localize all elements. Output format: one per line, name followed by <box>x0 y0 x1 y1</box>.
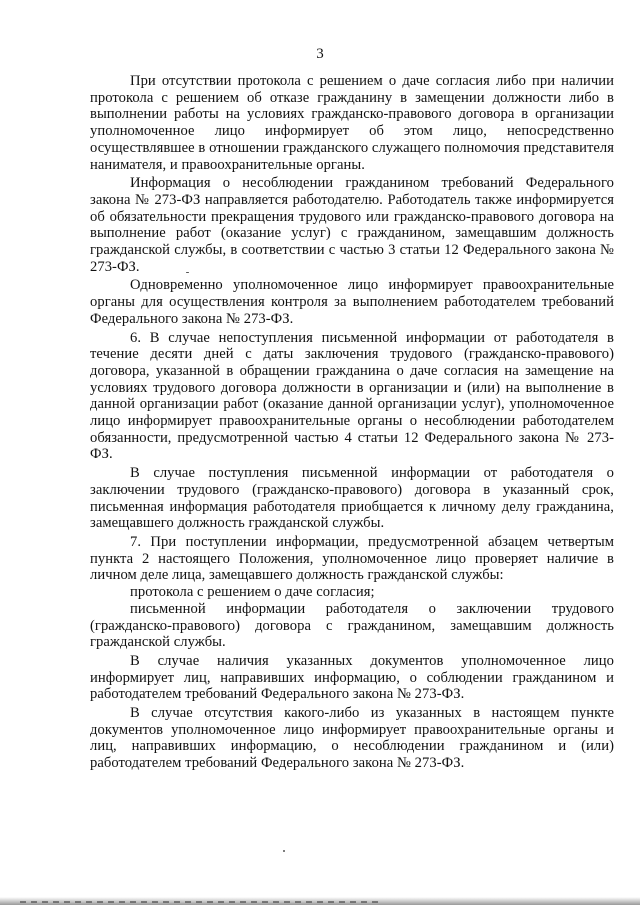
paragraph: В случае поступления письменной информации от работодателя о заключении трудового (гражданско-правового) договора в указанный срок, письменная информация работодателя приобщается к личному делу гражданина, замещавшего должность гражданской службы. <box>90 465 614 532</box>
paragraph: 7. При поступлении информации, предусмотренной абзацем четвертым пункта 2 настоящего Положения, уполномоченное лицо проверяет наличие в личном деле лица, замещавшего должность гражданской службы: <box>90 533 614 584</box>
paragraph: Информация о несоблюдении гражданином требований Федерального закона № 273-ФЗ направляется работодателю. Работодатель также информируется об обязательности прекращения трудового или гражданско-правового договора на выполнение работ (оказание услуг) с гражданином, замещавшим должность гражданской службы, в соответствии с частью 3 статьи 12 Федерального закона № 273-ФЗ. <box>90 175 614 275</box>
scan-speck <box>283 850 285 852</box>
scan-speck <box>186 272 189 273</box>
document-body <box>90 73 614 772</box>
paragraph: В случае наличия указанных документов уполномоченное лицо информирует лиц, направивших информацию, о соблюдении гражданином и работодателем требований Федерального закона № 273-ФЗ. <box>90 652 614 703</box>
paragraph: Одновременно уполномоченное лицо информирует правоохранительные органы для осуществления контроля за выполнением работодателем требований Федерального закона № 273-ФЗ. <box>90 277 614 327</box>
list-item: письменной информации работодателя о заключении трудового (гражданско-правового) договора с гражданином, замещавшим должность гражданской службы. <box>90 600 614 651</box>
paragraph: При отсутствии протокола с решением о даче согласия либо при наличии протокола с решением об отказе гражданину в замещении должности либо в выполнении работы на условиях гражданско-правового договора в организации уполномоченное лицо информирует об этом лицо, непосредственно осуществлявшее в отношении гражданского служащего полномочия представителя нанимателя, и правоохранительные органы. <box>90 73 614 173</box>
page-number: 3 <box>316 46 324 62</box>
list-item: протокола с решением о даче согласия; <box>130 584 375 601</box>
scan-bottom-artifact <box>20 901 380 903</box>
paragraph: В случае отсутствия какого-либо из указанных в настоящем пункте документов уполномоченное лицо информирует правоохранительные органы и лиц, направивших информацию, о несоблюдении гражданином и (или) работодателем требований Федерального закона № 273-ФЗ. <box>90 705 614 772</box>
paragraph: 6. В случае непоступления письменной информации от работодателя в течение десяти дней с даты заключения трудового (гражданско-правового) договора, указанной в обращении гражданина о даче согласия на замещение на условиях трудового договора должности в организации и (или) на выполнение в данной организации работ (оказание данной организации услуг), уполномоченное лицо информирует правоохранительные органы о несоблюдении работодателем обязанности, предусмотренной частью 4 статьи 12 Федерального закона № 273-ФЗ. <box>90 329 614 463</box>
